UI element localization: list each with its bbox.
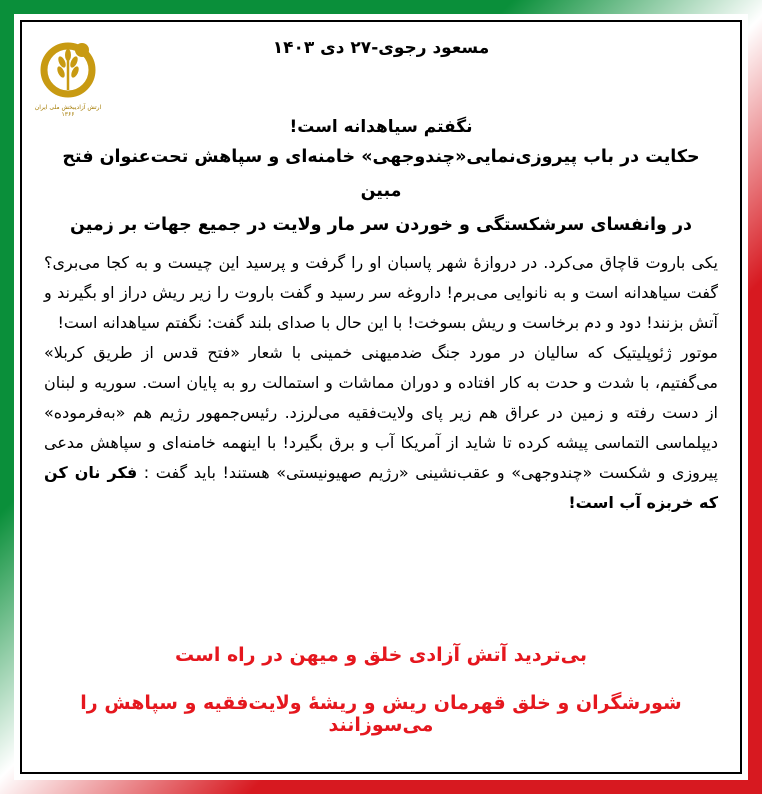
article-body [44,248,718,518]
title-block [42,114,720,242]
slogan-line-2: شورشگران و خلق قهرمان ریش و ریشهٔ ولایت‌فقیه و سپاهش را می‌سوزانند [80,692,682,736]
paragraph-analysis [44,338,718,518]
logo-caption-name: ارتش آزادیبخش ملی ایران [34,104,102,111]
statement-card [20,20,742,774]
title-line-1: نگفتم سیاهدانه است! [289,117,473,137]
paragraph-story: یکی باروت قاچاق می‌کرد. در دروازهٔ شهر پاسبان او را گرفت و پرسید این چیست و به کجا می‌بری؟ گفت سیاهدانه است و به نانوایی می‌برم! داروغه سر رسید و گفت باروت را زیر ریش دراز او بگیرند و آتش بزنند! دود و دم برخاست و ریش بسوخت! با این حال با صدای بلند گفت: نگفتم سیاهدانه است! [44,253,718,332]
title-line-2: حکایت در باب پیروزی‌نمایی«چندوجهی» خامنه‌ای و سپاهش تحت‌عنوان فتح مبین [62,147,700,201]
byline: مسعود رجوی-۲۷ دی ۱۴۰۳ [272,38,490,58]
paragraph-analysis-text: موتور ژئوپلیتیک که سالیان در مورد جنگ ضدمیهنی خمینی با شعار «فتح قدس از طریق کربلا» می‌گفتیم، با شدت و حدت به کار افتاده و دوران مماشات و استمالت رو به پایان است. سوریه و لبنان از دست رفته و زمین در عراق هم زیر پای ولایت‌فقیه می‌لرزد. رئیس‌جمهور رژیم هم «به‌فرموده» دیپلماسی التماسی پیشه کرده تا شاید از آمریکا آب و برق بگیرد! با اینهمه خامنه‌ای و سپاهش مدعی پیروزی و شکست «چندوجهی» و عقب‌نشینی «رژیم صهیونیستی» هستند! باید گفت : [44,343,718,482]
logo-caption-year: ۱۳۶۶ [61,111,75,118]
page-background [14,14,748,780]
title-line-3: در وانفسای سرشکستگی و خوردن سر مار ولایت در جمیع جهات بر زمین [69,215,693,235]
slogan-line-1: بی‌تردید آتش آزادی خلق و میهن در راه است [175,644,587,666]
closing-proverb: فکر نان کن که خربزه آب است! [44,463,718,512]
